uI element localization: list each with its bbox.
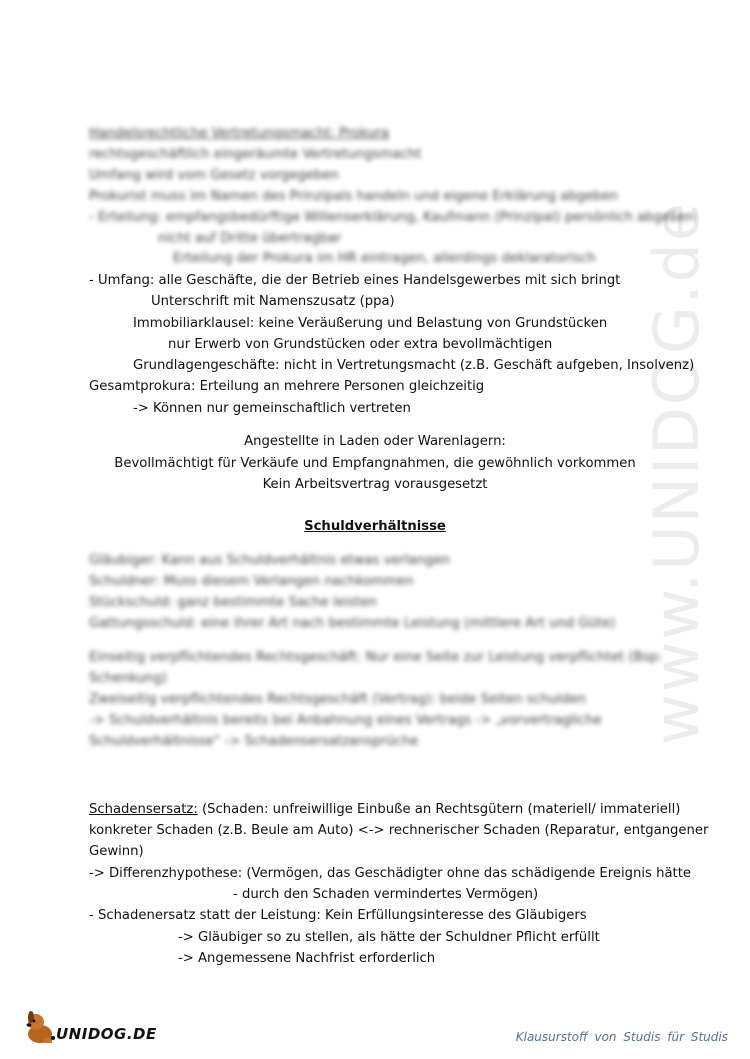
- angestellte-line: Kein Arbeitsvertrag vorausgesetzt: [262, 477, 488, 492]
- blurred-line: Umfang wird vom Gesetz vorgegeben: [89, 168, 339, 183]
- angestellte-line: Bevollmächtigt für Verkäufe und Empfangnahmen, die gewöhnlich vorkommen: [114, 456, 636, 471]
- angestellte-title: Angestellte in Laden oder Warenlagern:: [244, 434, 506, 449]
- blurred-line: rechtsgeschäftlich eingeräumte Vertretungsmacht: [89, 147, 422, 162]
- gemeinschaftlich-line: -> Können nur gemeinschaftlich vertreten: [133, 401, 411, 416]
- blurred-line: Schuldverhältnisse“ -> Schadensersatzansprüche: [89, 734, 419, 749]
- blurred-line: Zweiseitig verpflichtendes Rechtsgeschäft (Vertrag): beide Seiten schulden: [89, 692, 586, 707]
- blurred-line: Einseitig verpflichtendes Rechtsgeschäft: Nur eine Seite zur Leistung verpflichtet (Bsp:: [89, 650, 663, 665]
- immobiliar-line: Immobiliarklausel: keine Veräußerung und Belastung von Grundstücken: [133, 316, 608, 331]
- blurred-line: Prokurist muss im Namen des Prinzipals handeln und eigene Erklärung abgeben: [89, 189, 618, 204]
- blurred-line: Schuldner: Muss diesem Verlangen nachkommen: [89, 574, 414, 589]
- umfang-line: - Umfang: alle Geschäfte, die der Betrieb eines Handelsgewerbes mit sich bringt: [89, 273, 621, 288]
- statt-leistung-line: - Schadenersatz statt der Leistung: Kein Erfüllungsinteresse des Gläubigers: [89, 908, 587, 923]
- differenz-line: -> Differenzhypothese: (Vermögen, das Geschädigter ohne das schädigende Ereignis hätte: [89, 866, 692, 881]
- blurred-line: -> Schuldverhältnis bereits bei Anbahnung eines Vertrags -> „vorvertragliche: [89, 713, 602, 728]
- schadensersatz-definition: (Schaden: unfreiwillige Einbuße an Rechtsgütern (materiell/ immateriell): [197, 802, 681, 817]
- logo-text: UNIDOG.DE: [56, 1025, 157, 1043]
- differenz-line: - durch den Schaden vermindertes Vermögen): [233, 887, 539, 902]
- blurred-line: Schenkung): [89, 671, 167, 686]
- blurred-heading: Handelsrechtliche Vertretungsmacht: Prokura: [89, 126, 390, 141]
- grundlagen-line: Grundlagengeschäfte: nicht in Vertretungsmacht (z.B. Geschäft aufgeben, Insolvenz): [133, 358, 695, 373]
- schaden-line: konkreter Schaden (z.B. Beule am Auto) <-> rechnerischer Schaden (Reparatur, entgangener: [89, 823, 709, 838]
- gesamtprokura-line: Gesamtprokura: Erteilung an mehrere Personen gleichzeitig: [89, 379, 485, 394]
- blurred-line: Stückschuld: ganz bestimmte Sache leisten: [89, 595, 377, 610]
- watermark: www.UNIDOG.de: [640, 201, 713, 745]
- section-heading: Schuldverhältnisse: [304, 519, 446, 534]
- glaeubiger-line: -> Gläubiger so zu stellen, als hätte der Schuldner Pflicht erfüllt: [178, 930, 600, 945]
- erwerb-line: nur Erwerb von Grundstücken oder extra bevollmächtigen: [168, 337, 553, 352]
- schadensersatz-label: Schadensersatz:: [89, 802, 198, 817]
- blurred-line: nicht auf Dritte übertragbar: [158, 231, 342, 246]
- unterschrift-line: Unterschrift mit Namenszusatz (ppa): [151, 294, 395, 309]
- blurred-line: Gattungsschuld: eine ihrer Art nach bestimmte Leistung (mittlere Art und Güte): [89, 616, 616, 631]
- blurred-line: Gläubiger: Kann aus Schuldverhältnis etwas verlangen: [89, 553, 450, 568]
- nachfrist-line: -> Angemessene Nachfrist erforderlich: [178, 951, 436, 966]
- schadensersatz-line: [89, 802, 680, 818]
- footer-tagline: Klausurstoff von Studis für Studis: [515, 1030, 728, 1044]
- blurred-line: - Erteilung: empfangsbedürftige Willenserklärung, Kaufmann (Prinzipal) persönlich abgeben: [89, 210, 695, 225]
- schaden-line: Gewinn): [89, 844, 144, 859]
- blurred-line: Erteilung der Prokura im HR eintragen, allerdings deklaratorisch: [173, 251, 596, 266]
